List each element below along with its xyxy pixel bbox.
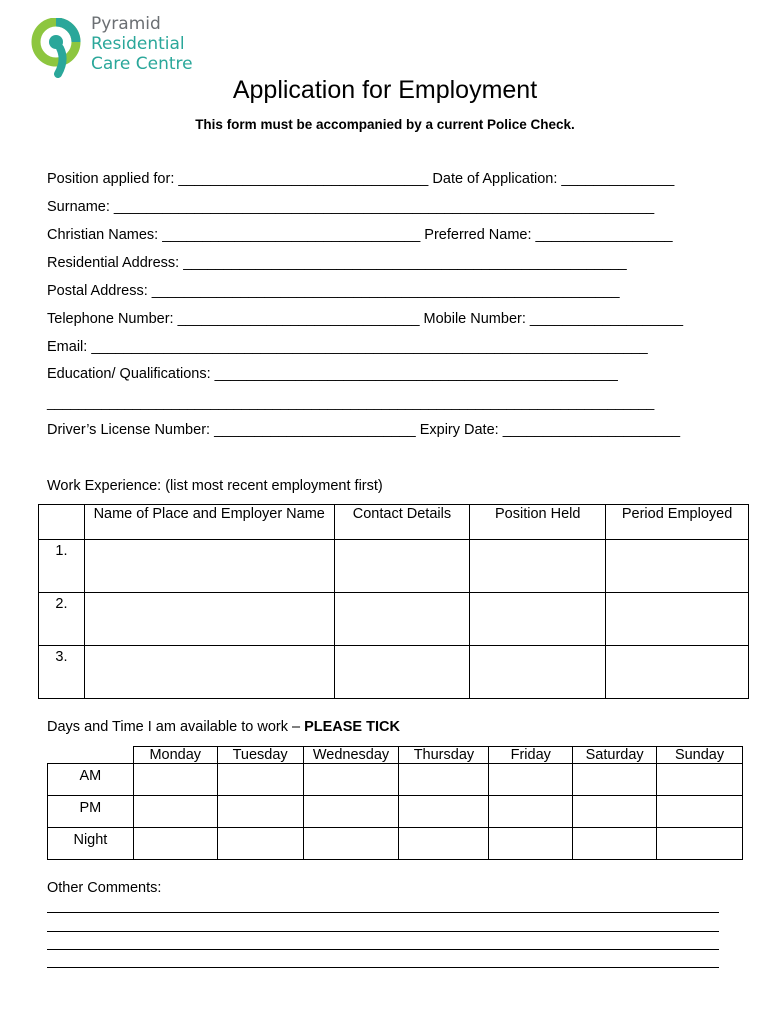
work-experience-table (38, 504, 749, 699)
pyramid-logo-icon (30, 18, 90, 78)
tick-cell[interactable] (657, 764, 743, 796)
day-sunday: Sunday (657, 747, 743, 764)
day-wednesday: Wednesday (303, 747, 399, 764)
work-employer-cell[interactable] (84, 593, 334, 646)
work-contact-cell[interactable] (334, 646, 470, 699)
work-position-cell[interactable] (470, 593, 606, 646)
availability-corner (48, 747, 134, 764)
work-experience-heading: Work Experience: (list most recent employment first) (47, 478, 383, 494)
time-label-pm: PM (48, 796, 134, 828)
education-field-continued[interactable]: ______________________________________________________________________________ (47, 394, 655, 410)
tick-cell[interactable] (303, 828, 399, 860)
tick-cell[interactable] (133, 764, 217, 796)
work-col-period: Period Employed (606, 505, 749, 540)
comment-line[interactable] (47, 912, 719, 913)
organization-name (91, 14, 193, 74)
work-row-number: 1. (39, 540, 85, 593)
org-name-line1: Pyramid (91, 14, 161, 34)
tick-cell[interactable] (133, 796, 217, 828)
surname-field[interactable]: Surname: ___________________________________________________________________ (47, 199, 655, 215)
email-field[interactable]: Email: _____________________________________________________________________ (47, 339, 648, 355)
tick-cell[interactable] (399, 828, 489, 860)
work-contact-cell[interactable] (334, 540, 470, 593)
license-and-expiry-field[interactable]: Driver’s License Number: _________________________ Expiry Date: ______________________ (47, 422, 681, 438)
work-row-number: 2. (39, 593, 85, 646)
residential-address-field[interactable]: Residential Address: _______________________________________________________ (47, 255, 627, 271)
tick-cell[interactable] (303, 764, 399, 796)
work-employer-cell[interactable] (84, 646, 334, 699)
org-name-line3: Care Centre (91, 54, 193, 74)
time-label-am: AM (48, 764, 134, 796)
availability-heading-emphasis: PLEASE TICK (304, 719, 400, 735)
availability-table (47, 746, 743, 860)
work-period-cell[interactable] (606, 646, 749, 699)
education-field[interactable]: Education/ Qualifications: __________________________________________________ (47, 366, 618, 382)
availability-row-pm (48, 796, 743, 828)
work-row-number-header (39, 505, 85, 540)
tick-cell[interactable] (489, 764, 573, 796)
work-contact-cell[interactable] (334, 593, 470, 646)
tick-cell[interactable] (217, 828, 303, 860)
tick-cell[interactable] (573, 828, 657, 860)
postal-address-field[interactable]: Postal Address: __________________________________________________________ (47, 283, 620, 299)
day-saturday: Saturday (573, 747, 657, 764)
position-and-date-field[interactable]: Position applied for: _______________________________ Date of Application: ______________ (47, 171, 675, 187)
day-thursday: Thursday (399, 747, 489, 764)
tick-cell[interactable] (573, 764, 657, 796)
tick-cell[interactable] (217, 764, 303, 796)
comment-line[interactable] (47, 949, 719, 950)
tick-cell[interactable] (399, 796, 489, 828)
tick-cell[interactable] (489, 828, 573, 860)
tick-cell[interactable] (133, 828, 217, 860)
comment-line[interactable] (47, 967, 719, 968)
tick-cell[interactable] (573, 796, 657, 828)
work-col-position: Position Held (470, 505, 606, 540)
work-period-cell[interactable] (606, 540, 749, 593)
work-col-employer: Name of Place and Employer Name (84, 505, 334, 540)
comments-heading: Other Comments: (47, 880, 162, 896)
tick-cell[interactable] (657, 828, 743, 860)
table-row (39, 593, 749, 646)
work-position-cell[interactable] (470, 540, 606, 593)
work-table-header (39, 505, 749, 540)
day-tuesday: Tuesday (217, 747, 303, 764)
work-col-contact: Contact Details (334, 505, 470, 540)
work-row-number: 3. (39, 646, 85, 699)
work-employer-cell[interactable] (84, 540, 334, 593)
availability-heading-text: Days and Time I am available to work – (47, 719, 305, 735)
day-friday: Friday (489, 747, 573, 764)
tick-cell[interactable] (217, 796, 303, 828)
table-row (39, 540, 749, 593)
work-position-cell[interactable] (470, 646, 606, 699)
telephone-and-mobile-field[interactable]: Telephone Number: ______________________________ Mobile Number: ___________________ (47, 311, 684, 327)
availability-row-night (48, 828, 743, 860)
org-name-line2: Residential (91, 34, 185, 54)
time-label-night: Night (48, 828, 134, 860)
form-title: Application for Employment (232, 76, 538, 104)
form-subtitle: This form must be accompanied by a current Police Check. (195, 117, 575, 132)
tick-cell[interactable] (399, 764, 489, 796)
tick-cell[interactable] (657, 796, 743, 828)
work-period-cell[interactable] (606, 593, 749, 646)
organization-logo (30, 14, 200, 74)
tick-cell[interactable] (489, 796, 573, 828)
day-monday: Monday (133, 747, 217, 764)
christian-and-preferred-name-field[interactable]: Christian Names: ________________________________ Preferred Name: _________________ (47, 227, 673, 243)
tick-cell[interactable] (303, 796, 399, 828)
availability-row-am (48, 764, 743, 796)
availability-header-row (48, 747, 743, 764)
availability-heading (47, 719, 400, 735)
table-row (39, 646, 749, 699)
comment-line[interactable] (47, 931, 719, 932)
